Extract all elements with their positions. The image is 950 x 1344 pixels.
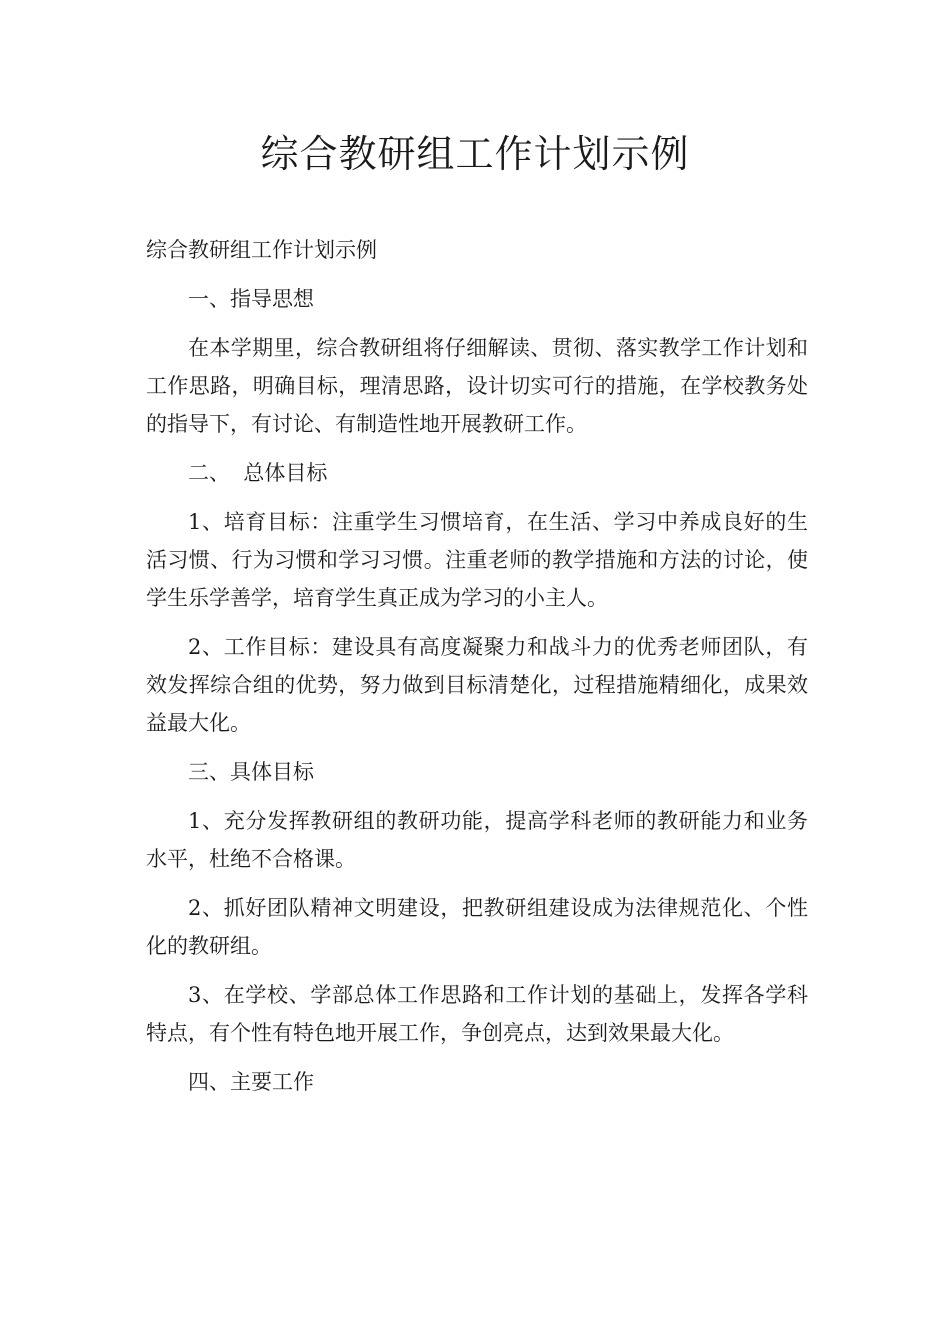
heading-specific-goals: 三、具体目标 [188, 760, 314, 784]
document-body [146, 231, 808, 1112]
paragraph-specific-goal-3: 3、在学校、学部总体工作思路和工作计划的基础上，发挥各学科特点，有个性有特色地开展工作，争创亮点，达到效果最大化。 [146, 983, 808, 1045]
paragraph-specific-goal-1: 1、充分发挥教研组的教研功能，提高学科老师的教研能力和业务水平，杜绝不合格课。 [146, 809, 808, 871]
paragraph-cultivation-goal: 1、培育目标：注重学生习惯培育，在生活、学习中养成良好的生活习惯、行为习惯和学习习惯。注重老师的教学措施和方法的讨论，使学生乐学善学，培育学生真正成为学习的小主人。 [146, 510, 808, 610]
paragraph-specific-goal-2: 2、抓好团队精神文明建设，把教研组建设成为法律规范化、个性化的教研组。 [146, 896, 808, 958]
document-title: 综合教研组工作计划示例 [260, 132, 690, 176]
paragraph-subtitle: 综合教研组工作计划示例 [146, 238, 377, 262]
heading-main-work: 四、主要工作 [188, 1070, 314, 1094]
paragraph-guiding-ideology: 在本学期里，综合教研组将仔细解读、贯彻、落实教学工作计划和工作思路，明确目标，理清思路，设计切实可行的措施，在学校教务处的指导下，有讨论、有制造性地开展教研工作。 [146, 336, 808, 436]
paragraph-work-goal: 2、工作目标：建设具有高度凝聚力和战斗力的优秀老师团队，有效发挥综合组的优势，努力做到目标清楚化，过程措施精细化，成果效益最大化。 [146, 635, 808, 735]
heading-guiding-ideology: 一、指导思想 [188, 287, 314, 311]
heading-overall-goals: 二、 总体目标 [188, 461, 328, 485]
